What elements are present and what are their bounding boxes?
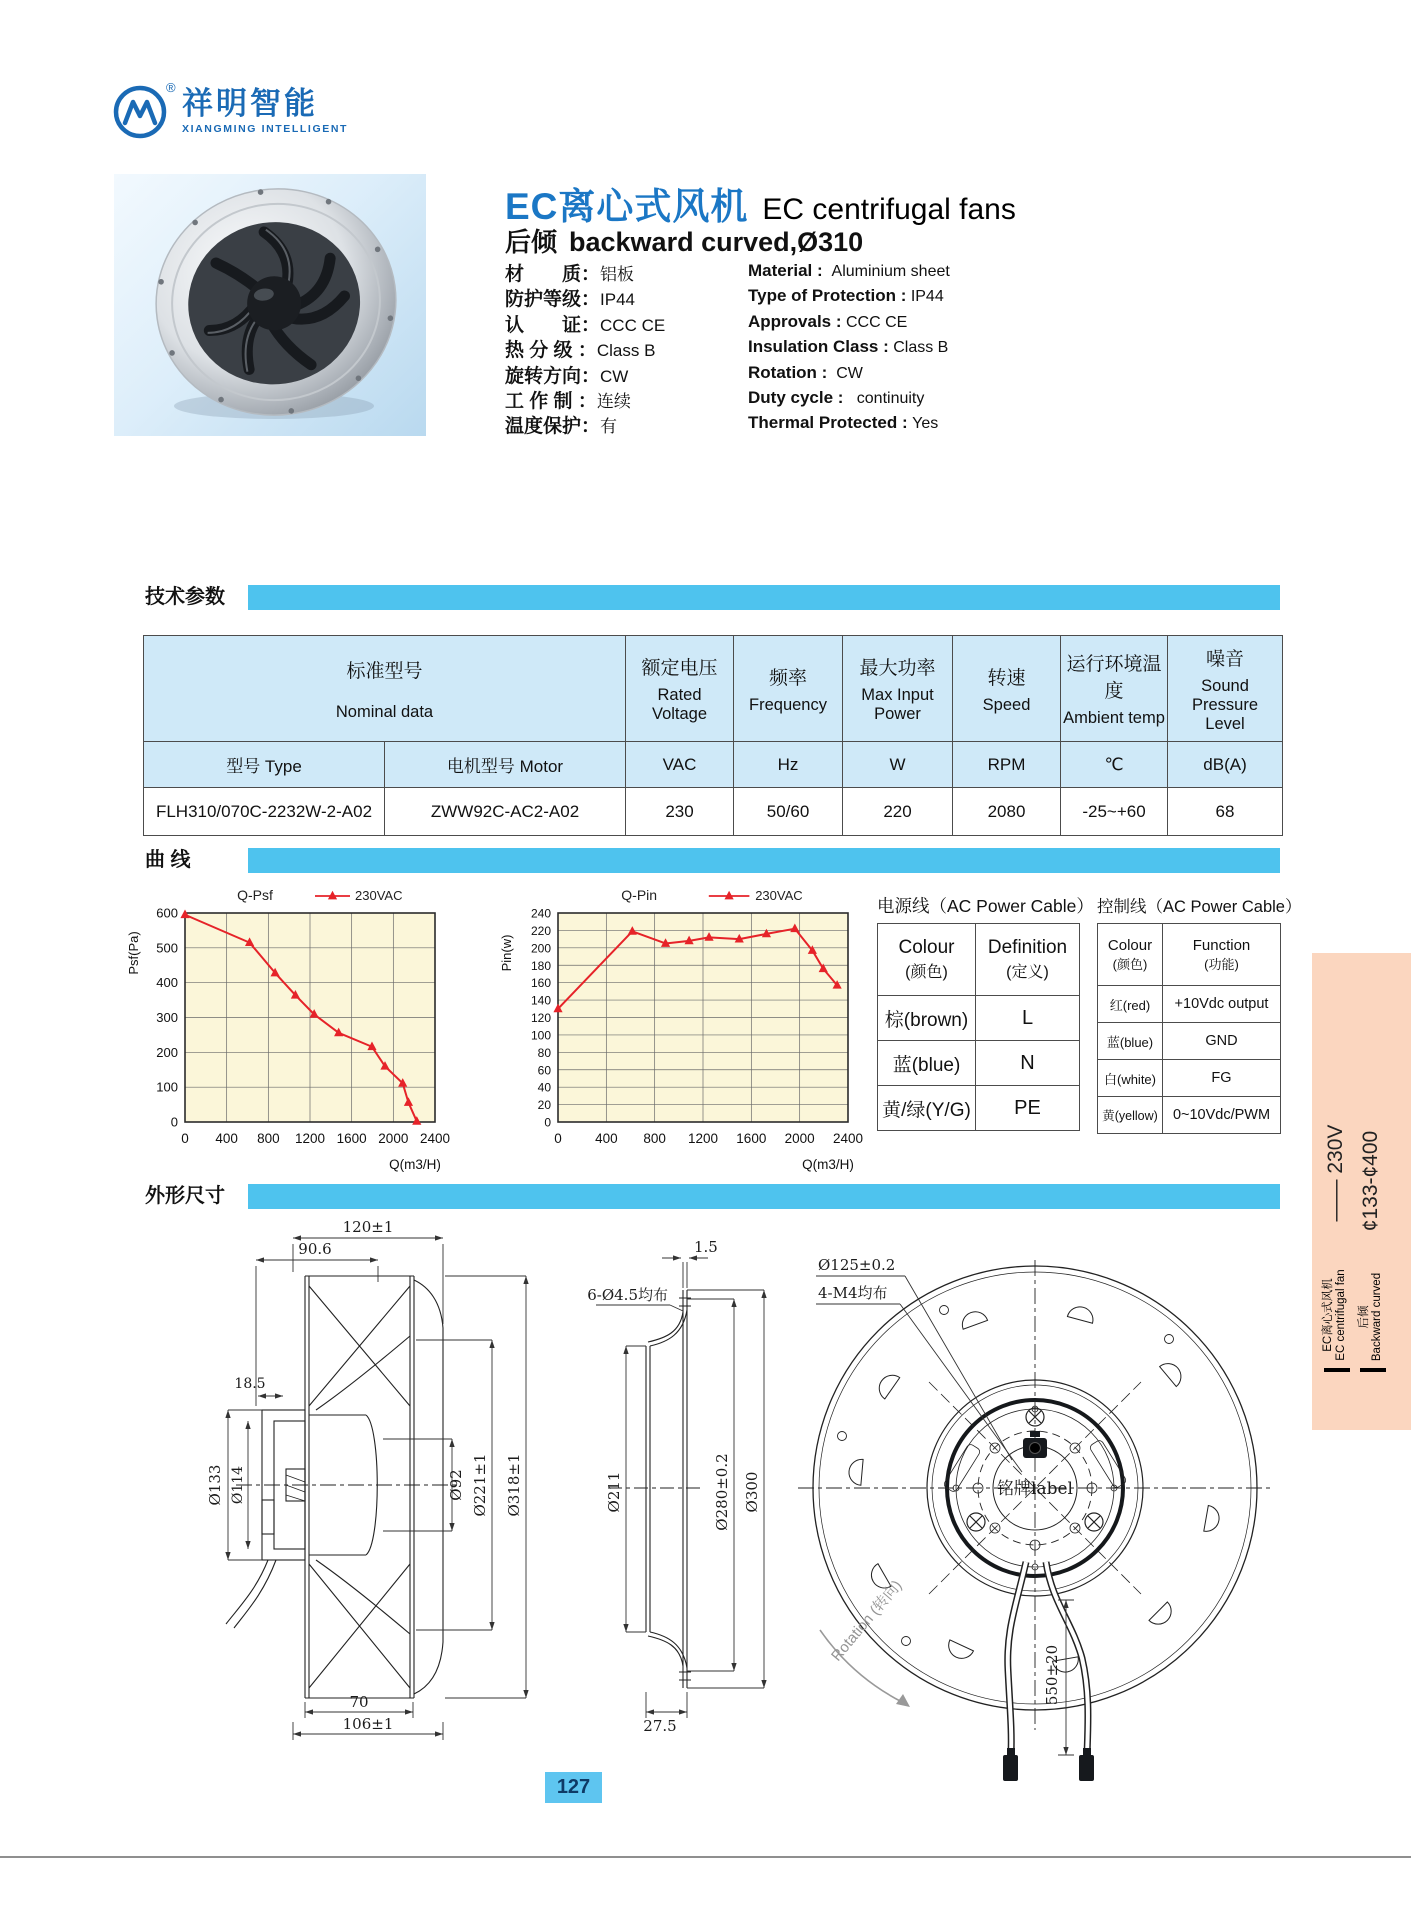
svg-text:800: 800 [643, 1131, 666, 1146]
svg-text:Ø300: Ø300 [743, 1471, 761, 1513]
spec-row: Duty cycle : continuity [748, 387, 925, 407]
svg-text:Q(m3/H): Q(m3/H) [389, 1157, 441, 1172]
logo-text-en: XIANGMING INTELLIGENT [182, 123, 349, 135]
svg-text:Ø114: Ø114 [230, 1465, 246, 1505]
table-row: 蓝(blue) GND [1098, 1023, 1281, 1060]
svg-text:Ø280±0.2: Ø280±0.2 [713, 1453, 731, 1531]
section-tech-bar [248, 585, 1280, 610]
svg-text:106±1: 106±1 [342, 1715, 394, 1733]
svg-text:400: 400 [595, 1131, 618, 1146]
spec-row: Insulation Class : Class B [748, 337, 949, 357]
title-cn: EC离心式风机 [505, 186, 749, 227]
spec-list-cn [505, 259, 665, 437]
header-speed: 转速 Speed [953, 636, 1061, 742]
spec-row: 认 证：CCC CE [505, 314, 666, 336]
brand-logo [112, 82, 348, 140]
svg-text:140: 140 [530, 993, 551, 1008]
fan-image [114, 174, 426, 436]
svg-text:2400: 2400 [832, 1131, 864, 1146]
svg-text:6-Ø4.5均布: 6-Ø4.5均布 [587, 1286, 668, 1304]
section-curves-bar [248, 848, 1280, 873]
svg-text:220: 220 [530, 923, 551, 938]
power-cable-block: 电源线（AC Power Cable） Colour (颜色) Definition (定义) 棕(brown) L 蓝(blue) N 黄/绿(Y/G) PE [877, 893, 1094, 1131]
registered-mark: ® [166, 80, 176, 95]
table-row: 黄(yellow) 0~10Vdc/PWM [1098, 1097, 1281, 1134]
svg-text:80: 80 [537, 1045, 551, 1060]
spec-row: Material : Aluminium sheet [748, 261, 950, 280]
logo-text-cn: 祥明智能 [182, 86, 318, 121]
svg-text:160: 160 [530, 976, 551, 991]
sidebar-voltage: —— 230V [1324, 1124, 1347, 1222]
table-row: 蓝(blue) N [878, 1041, 1080, 1086]
spec-row: Rotation : CW [748, 362, 863, 382]
spec-list-en [748, 261, 950, 439]
spec-row: 防护等级：IP44 [505, 289, 635, 311]
impeller-dimension-labels [206, 1218, 523, 1733]
rotation-arrow [820, 1577, 910, 1707]
inlet-ring-dimension-labels [587, 1238, 761, 1735]
svg-text:1200: 1200 [687, 1131, 719, 1146]
product-photo [114, 174, 426, 436]
subtitle-cn: 后倾 [505, 227, 558, 257]
svg-text:300: 300 [156, 1010, 178, 1025]
q-psf-chart [113, 880, 475, 1180]
svg-text:铭牌label: 铭牌label [997, 1479, 1073, 1499]
svg-text:1.5: 1.5 [694, 1238, 718, 1256]
svg-text:18.5: 18.5 [234, 1376, 266, 1392]
tech-spec-table: 标准型号 Nominal data 额定电压 Rated Voltage 频率 Frequency 最大功率 Max Input Power 转速 Speed 运行环境温度 Ambient temp 噪音 Sound Pressure Level 型号 Type 电机型号 Motor VAC Hz W RPM ℃ dB(A) FLH310/070C-2232W-2-A02 ZWW92C-AC2-A02 230 50/60 220 2080 -25~+60 68 [143, 635, 1283, 836]
sidebar-category: EC离心式风机 EC centrifugal fan [1322, 1269, 1347, 1361]
svg-text:90.6: 90.6 [298, 1240, 332, 1258]
spec-row: 材 质：铝板 [505, 264, 635, 285]
svg-text:Ø125±0.2: Ø125±0.2 [818, 1256, 896, 1274]
subtitle-en: backward curved,Ø310 [569, 227, 864, 257]
title-en: EC centrifugal fans [762, 193, 1016, 226]
page-subtitle [505, 222, 863, 259]
svg-text:20: 20 [537, 1098, 551, 1113]
spec-row: 旋转方向：CW [505, 365, 629, 387]
header-noise: 噪音 Sound Pressure Level [1168, 636, 1283, 742]
svg-text:120: 120 [530, 1011, 551, 1025]
svg-text:Q(m3/H): Q(m3/H) [802, 1157, 854, 1172]
subheader-type: 型号 Type [144, 742, 385, 788]
svg-text:0: 0 [181, 1131, 189, 1146]
header-frequency: 频率 Frequency [734, 636, 843, 742]
svg-text:100: 100 [156, 1079, 178, 1095]
svg-text:60: 60 [537, 1063, 551, 1078]
header-model: 标准型号 Nominal data [144, 636, 626, 742]
subheader-motor: 电机型号 Motor [385, 742, 626, 788]
svg-text:4-M4均布: 4-M4均布 [818, 1284, 888, 1302]
impeller-section-drawing [226, 1276, 460, 1698]
section-curves-label: 曲 线 [145, 849, 191, 871]
svg-text:Ø211: Ø211 [605, 1471, 623, 1513]
svg-text:600: 600 [156, 905, 178, 921]
q-pin-chart [478, 880, 878, 1180]
svg-text:500: 500 [156, 940, 178, 956]
svg-text:0: 0 [170, 1114, 178, 1130]
svg-text:240: 240 [530, 906, 551, 921]
section-tech-label: 技术参数 [145, 586, 225, 608]
table-row: 棕(brown) L [878, 996, 1080, 1041]
motor-value: ZWW92C-AC2-A02 [385, 788, 626, 836]
svg-text:100: 100 [530, 1028, 551, 1043]
svg-text:70: 70 [349, 1693, 369, 1711]
svg-text:Ø133: Ø133 [206, 1464, 224, 1506]
svg-text:27.5: 27.5 [643, 1717, 677, 1735]
table-row: 白(white) FG [1098, 1060, 1281, 1097]
header-power: 最大功率 Max Input Power [843, 636, 953, 742]
svg-text:180: 180 [530, 958, 551, 973]
svg-text:200: 200 [530, 941, 551, 956]
table-row: 红(red) +10Vdc output [1098, 986, 1281, 1023]
svg-text:Ø92: Ø92 [447, 1469, 465, 1501]
page-number: 127 [545, 1772, 602, 1803]
svg-text:1600: 1600 [736, 1131, 767, 1146]
type-value: FLH310/070C-2232W-2-A02 [144, 788, 385, 836]
power-cable-title: 电源线（AC Power Cable） [877, 896, 1094, 916]
spec-row: Thermal Protected : Yes [748, 413, 939, 433]
spec-row: 热 分 级 ：Class B [505, 340, 656, 362]
svg-text:120±1: 120±1 [342, 1218, 394, 1236]
svg-text:2000: 2000 [378, 1131, 409, 1146]
svg-text:0: 0 [554, 1131, 562, 1146]
svg-text:40: 40 [537, 1080, 551, 1095]
svg-text:200: 200 [156, 1044, 178, 1060]
logo-m-icon [112, 82, 170, 140]
svg-text:2000: 2000 [784, 1131, 815, 1146]
control-cable-title: 控制线（AC Power Cable） [1097, 898, 1302, 916]
dimension-drawings [0, 1210, 1411, 1790]
svg-text:Ø318±1: Ø318±1 [505, 1453, 523, 1517]
sidebar-subcategory: 后倾 Backward curved [1358, 1272, 1383, 1362]
spec-row: Approvals : CCC CE [748, 311, 908, 331]
control-cable-block: 控制线（AC Power Cable） Colour (颜色) Function (功能) 红(red) +10Vdc output 蓝(blue) GND 白(white) FG 黄(yellow) 0~10Vdc/PWM [1097, 893, 1301, 1134]
header-ambient: 运行环境温度 Ambient temp [1061, 636, 1168, 742]
svg-text:Rotation (转向): Rotation (转向) [828, 1577, 906, 1665]
svg-text:400: 400 [215, 1131, 238, 1146]
svg-text:2400: 2400 [419, 1131, 451, 1146]
svg-text:230VAC: 230VAC [755, 888, 803, 903]
spec-row: Type of Protection : IP44 [748, 286, 944, 306]
table-row: 黄/绿(Y/G) PE [878, 1086, 1080, 1131]
footer-rule [0, 1856, 1411, 1858]
svg-text:550±20: 550±20 [1043, 1644, 1061, 1706]
svg-text:Ø221±1: Ø221±1 [471, 1453, 489, 1517]
table-row: FLH310/070C-2232W-2-A02 ZWW92C-AC2-A02 230 50/60 220 2080 -25~+60 68 [144, 788, 1283, 836]
svg-text:Q-Pin: Q-Pin [621, 887, 658, 903]
svg-text:800: 800 [257, 1131, 280, 1146]
svg-text:Psf(Pa): Psf(Pa) [126, 931, 141, 975]
svg-text:1200: 1200 [294, 1131, 326, 1146]
svg-text:400: 400 [156, 975, 178, 991]
svg-text:Q-Psf: Q-Psf [237, 887, 273, 903]
header-voltage: 额定电压 Rated Voltage [626, 636, 734, 742]
svg-text:Pin(w): Pin(w) [499, 934, 514, 972]
section-dims-label: 外形尺寸 [145, 1185, 225, 1207]
svg-text:1600: 1600 [336, 1131, 367, 1146]
sidebar-range: ¢133-¢400 [1359, 1130, 1382, 1232]
section-dims-bar [248, 1184, 1280, 1209]
spec-row: 温度保护：有 [505, 416, 618, 438]
svg-text:230VAC: 230VAC [355, 888, 403, 903]
svg-text:0: 0 [544, 1115, 551, 1130]
spec-row: 工 作 制 ：连续 [505, 390, 631, 412]
